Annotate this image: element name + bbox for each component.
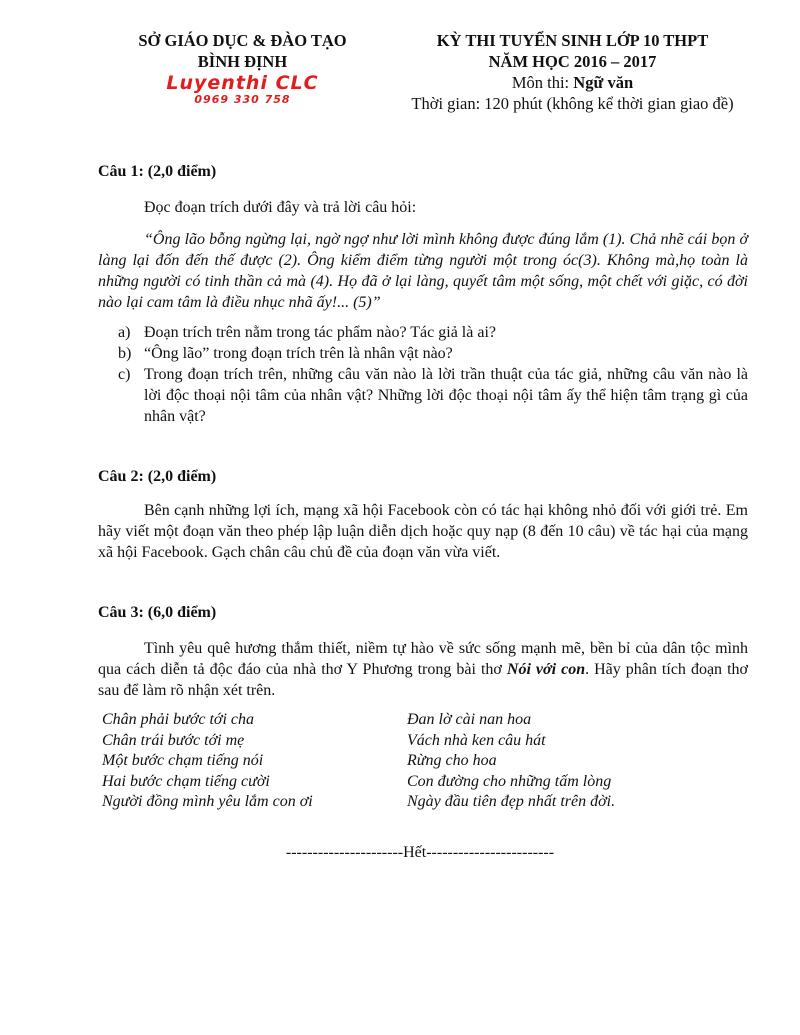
q3-body-after: . Hãy phân tích đoạn thơ sau để làm rõ nhận xét trên.	[98, 661, 748, 699]
question-1-quote: “Ông lão bỗng ngừng lại, ngờ ngợ như lời mình không được đúng lắm (1). Chả nhẽ cái bọn ở làng lại đốn đến thế được (2). Ông kiểm điểm từng người một trong óc(3). Không mà,họ toàn là những người có tinh thần cả mà (4). Họ đã ở lại làng, quyết tâm một sống, một chết với giặc, có đời nào lại cam tâm là điều nhục nhã ấy!... (5)”	[98, 231, 748, 311]
question-3-body	[98, 638, 748, 701]
poem-line: Ngày đầu tiên đẹp nhất trên đời.	[407, 793, 616, 810]
poem-line: Rừng cho hoa	[407, 752, 497, 769]
poem-column-right	[407, 710, 747, 813]
question-2-body: Bên cạnh những lợi ích, mạng xã hội Facebook còn có tác hại không nhỏ đối với giới trẻ. Em hãy viết một đoạn văn theo phép lập luận diễn dịch hoặc quy nạp (8 đến 10 câu) về tác hại của mạng xã hội Facebook. Gạch chân câu chủ đề của đoạn văn vừa viết.	[98, 502, 748, 561]
item-text: “Ông lão” trong đoạn trích trên là nhân vật nào?	[144, 345, 453, 362]
poem-line: Con đường cho những tấm lòng	[407, 772, 612, 790]
poem-line: Một bước chạm tiếng nói	[102, 752, 264, 769]
department-header	[100, 30, 385, 106]
poem-line: Người đồng mình yêu lắm con ơi	[102, 793, 313, 810]
poem-line: Chân trái bước tới mẹ	[102, 731, 245, 749]
end-marker: ----------------------Hết------------------------	[285, 844, 555, 861]
exam-name: KỲ THI TUYỂN SINH LỚP 10 THPT	[436, 31, 709, 50]
item-text: Trong đoạn trích trên, những câu văn nào là lời trần thuật của tác giả, những câu văn nào là lời độc thoại nội tâm của nhân vật? Những lời độc thoại nội tâm ấy thể hiện tâm trạng gì của nhân vật?	[144, 366, 748, 425]
department-name: SỞ GIÁO DỤC & ĐÀO TẠO	[138, 31, 347, 50]
subject-line	[395, 72, 750, 93]
poem-line: Đan lờ cài nan hoa	[407, 711, 532, 728]
poem-excerpt	[102, 710, 752, 813]
poem-title: Nói với con	[506, 661, 586, 678]
item-text: Đoạn trích trên nằm trong tác phẩm nào? Tác giả là ai?	[144, 324, 496, 341]
item-marker: a)	[118, 324, 131, 341]
q3-body-before: Tình yêu quê hương thắm thiết, niềm tự hào về sức sống mạnh mẽ, bền bỉ của dân tộc mình qua cách diễn tả độc đáo của nhà thơ Y Phương trong bài thơ	[98, 640, 748, 678]
exam-header	[395, 30, 750, 114]
item-marker: c)	[118, 366, 131, 383]
list-item	[118, 322, 748, 343]
question-3-title: Câu 3: (6,0 điểm)	[98, 604, 217, 621]
poem-line: Chân phải bước tới cha	[102, 711, 255, 728]
poem-column-left	[102, 710, 407, 813]
subject-value: Ngữ văn	[573, 73, 634, 92]
list-item	[118, 364, 748, 427]
time-line: Thời gian: 120 phút (không kể thời gian giao đề)	[411, 94, 734, 113]
question-1-items	[118, 322, 748, 427]
brand-phone: 0969 330 758	[194, 93, 291, 106]
question-1-intro: Đọc đoạn trích dưới đây và trả lời câu hỏi:	[144, 199, 417, 216]
question-1-title: Câu 1: (2,0 điểm)	[98, 163, 217, 180]
province-name: BÌNH ĐỊNH	[197, 52, 288, 71]
subject-label: Môn thi:	[511, 73, 574, 92]
poem-line: Hai bước chạm tiếng cười	[102, 772, 270, 790]
item-marker: b)	[118, 345, 132, 362]
question-2-title: Câu 2: (2,0 điểm)	[98, 468, 217, 485]
school-year: NĂM HỌC 2016 – 2017	[488, 52, 657, 71]
brand-watermark: Luyenthi CLC	[166, 72, 319, 94]
list-item	[118, 343, 748, 364]
poem-line: Vách nhà ken câu hát	[407, 731, 546, 749]
